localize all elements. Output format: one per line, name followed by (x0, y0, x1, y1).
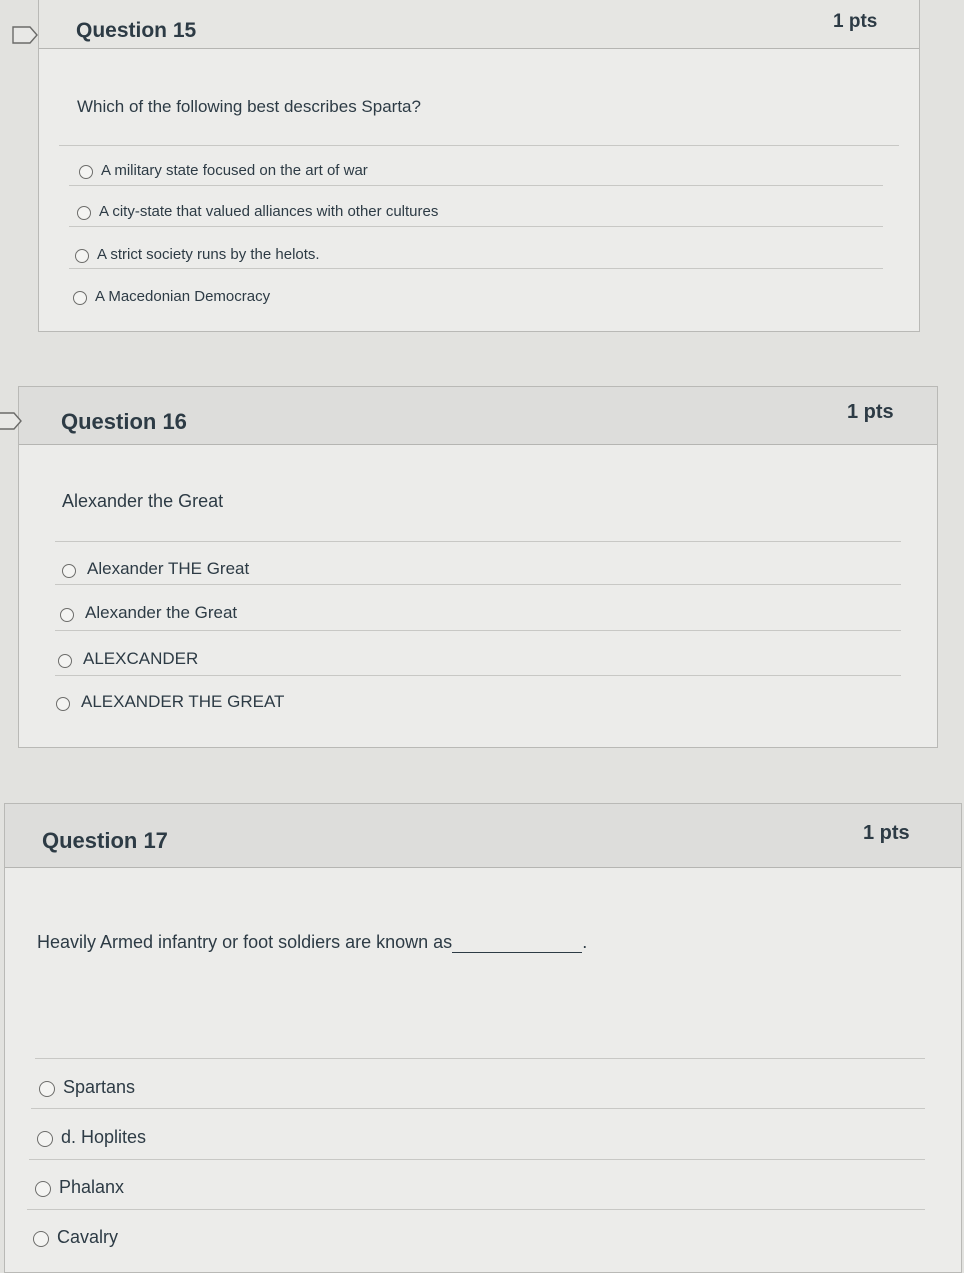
answer-option[interactable] (5, 1124, 961, 1154)
answer-label: A strict society runs by the helots. (97, 246, 320, 263)
answer-label: A city-state that valued alliances with other cultures (99, 203, 439, 220)
question-title: Question 16 (61, 409, 187, 434)
divider (55, 584, 901, 585)
answer-option[interactable] (39, 244, 919, 270)
divider (55, 630, 901, 631)
divider (69, 185, 883, 186)
answer-option[interactable] (39, 201, 919, 227)
answer-option[interactable] (5, 1074, 961, 1104)
question-17 (4, 803, 962, 1273)
divider (35, 1058, 925, 1059)
question-title: Question 15 (76, 19, 197, 42)
radio-button-icon[interactable] (62, 564, 76, 578)
answer-option[interactable] (39, 160, 919, 186)
answer-option[interactable] (5, 1224, 961, 1254)
answer-option[interactable] (5, 1174, 961, 1204)
radio-button-icon[interactable] (58, 654, 72, 668)
answer-label: Alexander the Great (85, 603, 238, 622)
answer-label: A military state focused on the art of war (101, 162, 368, 179)
question-text-end: . (582, 932, 588, 952)
radio-button-icon[interactable] (35, 1181, 51, 1197)
divider (31, 1108, 925, 1109)
question-header (39, 0, 919, 49)
radio-button-icon[interactable] (77, 206, 91, 220)
question-text-main: Heavily Armed infantry or foot soldiers are known as (37, 932, 453, 952)
answer-option[interactable] (19, 557, 937, 585)
question-text: Which of the following best describes Sparta? (77, 97, 421, 116)
answer-option[interactable] (19, 647, 937, 675)
answer-label: Alexander THE Great (87, 559, 250, 578)
radio-button-icon[interactable] (56, 697, 70, 711)
radio-button-icon[interactable] (79, 165, 93, 179)
question-title: Question 17 (42, 828, 168, 853)
answer-label: Phalanx (59, 1177, 125, 1197)
answer-label: ALEXANDER THE GREAT (81, 692, 285, 711)
radio-button-icon[interactable] (39, 1081, 55, 1097)
answer-label: d. Hoplites (61, 1127, 147, 1147)
answer-label: Spartans (63, 1077, 136, 1097)
divider (69, 268, 883, 269)
question-points: 1 pts (833, 11, 878, 32)
radio-button-icon[interactable] (33, 1231, 49, 1247)
question-points: 1 pts (847, 401, 894, 423)
question-text (37, 932, 587, 953)
question-text: Alexander the Great (62, 491, 224, 511)
answer-option[interactable] (39, 286, 919, 312)
answer-label: A Macedonian Democracy (95, 288, 271, 305)
answer-label: Cavalry (57, 1227, 119, 1247)
answer-option[interactable] (19, 690, 937, 718)
flag-question-icon[interactable] (0, 412, 26, 430)
radio-button-icon[interactable] (60, 608, 74, 622)
divider (55, 541, 901, 542)
question-16 (18, 386, 938, 748)
answer-option[interactable] (19, 601, 937, 629)
divider (55, 675, 901, 676)
radio-button-icon[interactable] (75, 249, 89, 263)
flag-question-icon[interactable] (12, 26, 38, 44)
divider (27, 1209, 925, 1210)
radio-button-icon[interactable] (73, 291, 87, 305)
radio-button-icon[interactable] (37, 1131, 53, 1147)
answer-label: ALEXCANDER (83, 649, 199, 668)
question-points: 1 pts (863, 822, 910, 844)
question-header (5, 804, 961, 868)
divider (59, 145, 899, 146)
question-header (19, 387, 937, 445)
question-15 (38, 0, 920, 332)
fill-in-blank (452, 934, 582, 953)
divider (29, 1159, 925, 1160)
divider (69, 226, 883, 227)
